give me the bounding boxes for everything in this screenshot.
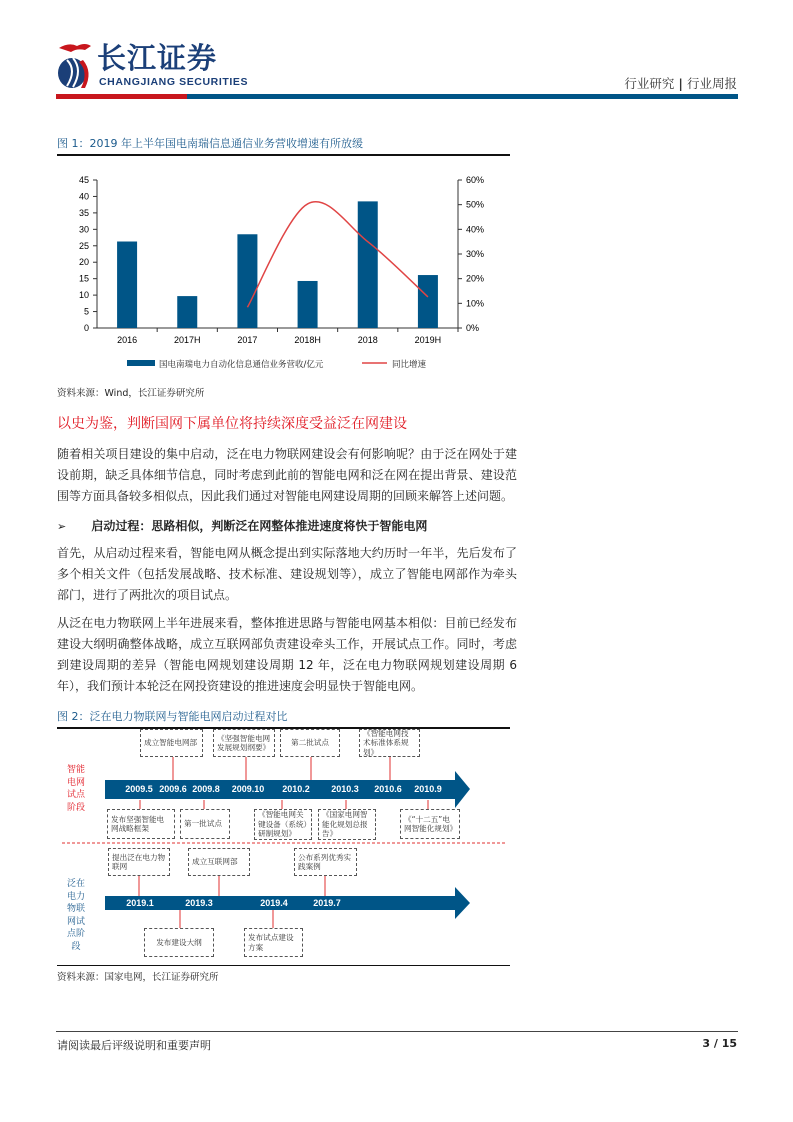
event-box: 发布坚强智能电网战略框架 xyxy=(107,809,175,839)
sg-stage-label: 智能电网试点阶段 xyxy=(66,765,85,813)
y2-tick-label: 30% xyxy=(466,249,485,259)
event-box: 《“十二五”电网智能化规划》 xyxy=(400,809,460,839)
event-box: 成立互联网部 xyxy=(188,848,250,876)
timeline-date: 2009.5 xyxy=(125,784,153,794)
logo-cn: 长江证券 xyxy=(97,41,218,75)
x-tick-label: 2019H xyxy=(414,335,442,345)
y2-tick-label: 10% xyxy=(466,298,485,309)
y-tick-label: 45 xyxy=(78,175,89,185)
event-box: 《智能电网技术标准体系规划》 xyxy=(359,729,420,757)
y2-tick-label: 0% xyxy=(466,323,480,333)
report-type: 行业周报 xyxy=(686,76,737,91)
y-tick-label: 10 xyxy=(78,290,89,301)
timeline-date: 2010.6 xyxy=(374,784,402,794)
timeline-date: 2010.2 xyxy=(282,784,310,794)
event-box: 第一批试点 xyxy=(180,809,230,839)
report-category: 行业研究 xyxy=(624,76,675,91)
y2-tick-label: 50% xyxy=(466,199,485,210)
figure2-title: 图 2：泛在电力物联网与智能电网启动过程对比 xyxy=(57,710,288,723)
bullet-icon: ➢ xyxy=(57,520,67,533)
y2-tick-label: 20% xyxy=(466,273,485,284)
y2-tick-label: 60% xyxy=(466,175,485,185)
paragraph-2: 首先，从启动过程来看，智能电网从概念提出到实际落地大约历时一年半，先后发布了多个相关文件（包括发展战略、技术标准、建设规划等），成立了智能电网部作为牵头部门，进行了两批次的项目试点。 xyxy=(57,546,517,602)
x-tick-label: 2017H xyxy=(173,335,201,345)
event-box: 发布建设大纲 xyxy=(144,928,214,957)
event-box: 第二批试点 xyxy=(280,729,340,757)
figure1-source: 资料来源：Wind，长江证券研究所 xyxy=(57,388,205,399)
timeline-date: 2009.6 xyxy=(159,784,187,794)
x-tick-label: 2017 xyxy=(237,335,258,345)
timeline-date: 2010.3 xyxy=(331,784,359,794)
section-heading: 以史为鉴，判断国网下属单位将持续深度受益泛在网建设 xyxy=(57,416,407,432)
event-box: 《国家电网智能化规划总报告》 xyxy=(318,809,376,840)
ub-stage-label: 泛在电力物联网试点阶段 xyxy=(66,879,85,952)
figure2-source: 资料来源：国家电网，长江证券研究所 xyxy=(57,972,219,983)
timeline-date: 2019.1 xyxy=(126,898,154,908)
subheading-text: 启动过程：思路相似，判断泛在网整体推进速度将快于智能电网 xyxy=(91,519,428,533)
x-tick-label: 2018H xyxy=(294,335,321,345)
y-tick-label: 5 xyxy=(83,306,89,317)
timeline-date: 2009.10 xyxy=(231,784,265,794)
timeline-date: 2019.7 xyxy=(313,898,341,908)
event-box: 发布试点建设方案 xyxy=(244,928,303,957)
footer-rule xyxy=(56,1031,738,1032)
page-number: 3 / 15 xyxy=(702,1037,737,1050)
y-tick-label: 35 xyxy=(78,207,89,218)
timeline-date: 2009.8 xyxy=(192,784,220,794)
event-box: 《智能电网关键设备（系统）研制规划》 xyxy=(254,809,312,840)
timeline-date: 2019.4 xyxy=(260,898,288,908)
legend-line-label: 同比增速 xyxy=(392,360,427,370)
x-tick-label: 2018 xyxy=(357,335,378,345)
header-separator: | xyxy=(678,76,683,91)
event-box: 《坚强智能电网发展规划纲要》 xyxy=(213,729,275,757)
y-tick-label: 25 xyxy=(78,240,89,251)
timeline-date: 2019.3 xyxy=(185,898,213,908)
y-tick-label: 30 xyxy=(78,224,89,235)
logo-en: CHANGJIANG SECURITIES xyxy=(99,76,249,88)
y-tick-label: 0 xyxy=(83,323,89,333)
footer-disclaimer: 请阅读最后评级说明和重要声明 xyxy=(57,1039,211,1052)
event-box: 成立智能电网部 xyxy=(140,729,203,757)
event-box: 提出泛在电力物联网 xyxy=(108,848,170,876)
timeline-date: 2010.9 xyxy=(414,784,442,794)
y-tick-label: 40 xyxy=(78,191,89,202)
figure1-title: 图 1：2019 年上半年国电南瑞信息通信业务营收增速有所放缓 xyxy=(57,137,363,150)
paragraph-3: 从泛在电力物联网上半年进展来看，整体推进思路与智能电网基本相似：目前已经发布建设大纲明确整体战略，成立互联网部负责建设牵头工作，开展试点工作。同时，考虑到建设周期的差异（智能电网规划建设周期 12 年，泛在电力物联网规划建设周期 6 年），我们预计本轮泛在网投资建设的推进速度会明显快于智能电网。 xyxy=(57,616,517,693)
y2-tick-label: 40% xyxy=(466,224,485,235)
figure2-bottom-rule xyxy=(57,965,510,966)
x-tick-label: 2016 xyxy=(117,335,138,345)
y-tick-label: 15 xyxy=(78,273,89,284)
paragraph-1: 随着相关项目建设的集中启动，泛在电力物联网建设会有何影响呢？由于泛在网处于建设前期，缺乏具体细节信息，同时考虑到此前的智能电网和泛在网在提出背景、建设范围等方面具备较多相似点，因此我们通过对智能电网建设周期的回顾来解答上述问题。 xyxy=(57,447,517,503)
event-box: 公布系列优秀实践案例 xyxy=(294,848,357,876)
y-tick-label: 20 xyxy=(78,257,89,268)
legend-bar-label: 国电南瑞电力自动化信息通信业务营收/亿元 xyxy=(159,360,324,370)
